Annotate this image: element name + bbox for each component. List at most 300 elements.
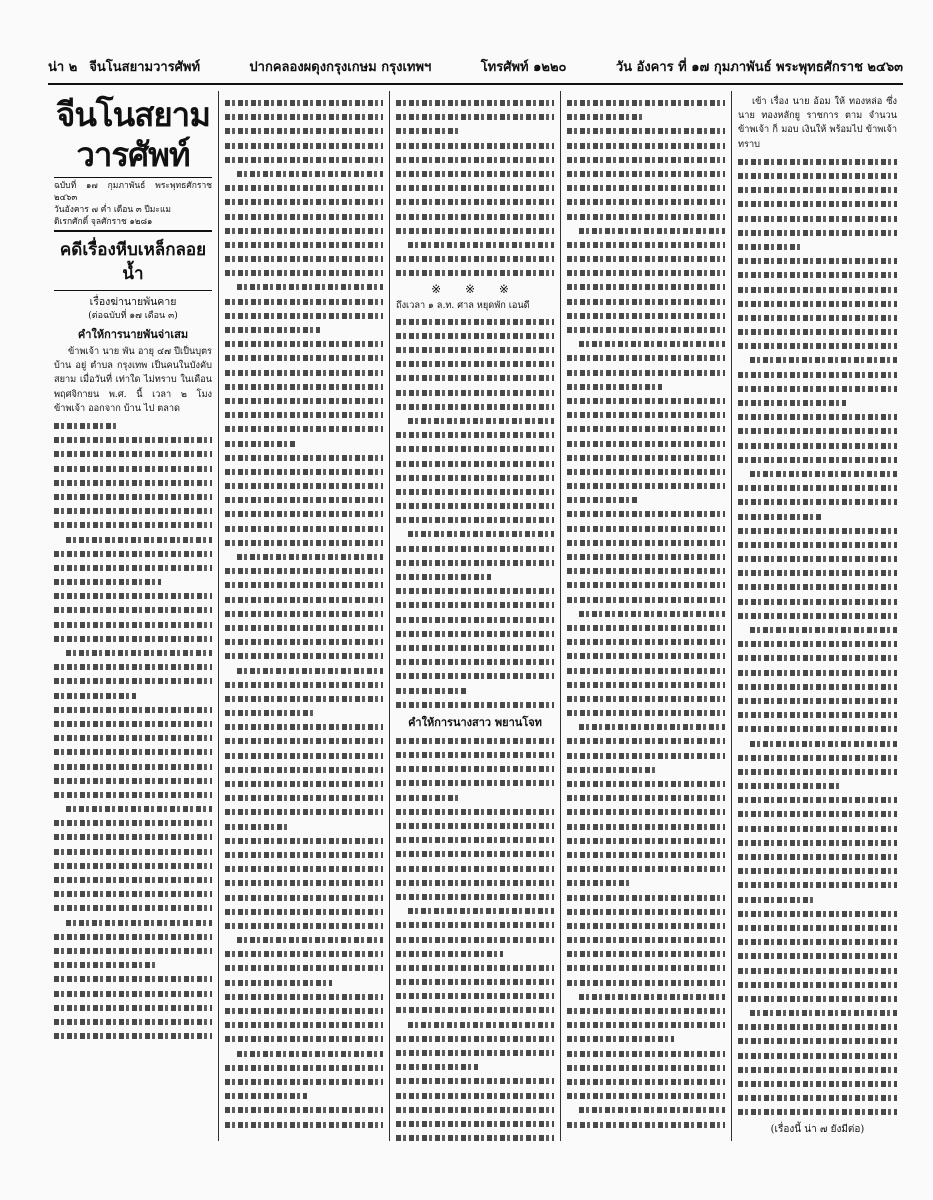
text-line — [567, 138, 725, 152]
text-line — [225, 847, 383, 861]
text-line — [567, 336, 725, 350]
text-line — [54, 971, 212, 985]
text-line — [738, 948, 897, 962]
text-line — [567, 819, 725, 833]
text-line — [54, 546, 212, 560]
text-line — [567, 776, 725, 790]
text-line — [567, 563, 725, 577]
location: ปากคลองผดุงกรุงเกษม กรุงเทพฯ — [249, 59, 432, 75]
text-line — [396, 399, 554, 413]
text-line — [396, 441, 554, 455]
column-4 — [561, 91, 732, 1141]
text-line — [567, 180, 725, 194]
text-line — [567, 663, 725, 677]
text-line — [54, 815, 212, 829]
text-line — [738, 1005, 897, 1019]
text-line — [567, 322, 725, 336]
text-line — [225, 492, 383, 506]
text-line — [567, 407, 725, 421]
text-line — [738, 182, 897, 196]
text-line — [567, 847, 725, 861]
text-line — [396, 903, 554, 917]
text-line — [567, 492, 725, 506]
text-line — [738, 764, 897, 778]
text-line — [567, 1088, 725, 1102]
ornament: ※ ※ ※ — [431, 282, 519, 297]
text-line — [567, 1003, 725, 1017]
text-line — [567, 875, 725, 889]
text-line — [396, 668, 554, 682]
text-line — [396, 314, 554, 328]
text-line — [738, 806, 897, 820]
column-2 — [219, 91, 390, 1141]
text-line — [567, 436, 725, 450]
text-line — [54, 517, 212, 531]
text-line — [54, 929, 212, 943]
text-line — [567, 535, 725, 549]
text-line — [738, 267, 897, 281]
text-line — [225, 663, 383, 677]
text-line — [567, 833, 725, 847]
text-line — [225, 180, 383, 194]
running-head — [48, 55, 903, 85]
text-line — [225, 733, 383, 747]
text-line — [225, 677, 383, 691]
text-line — [225, 138, 383, 152]
text-line — [396, 1088, 554, 1102]
text-line — [738, 594, 897, 608]
text-line — [225, 719, 383, 733]
text-line — [738, 352, 897, 366]
text-line — [738, 636, 897, 650]
text-line — [396, 626, 554, 640]
text-line — [396, 654, 554, 668]
body-text-block — [567, 95, 725, 1131]
text-line — [54, 829, 212, 843]
text-line — [396, 180, 554, 194]
text-line — [396, 484, 554, 498]
text-line — [396, 265, 554, 279]
text-line — [396, 569, 554, 583]
text-line — [396, 804, 554, 818]
text-line — [567, 464, 725, 478]
text-line — [396, 761, 554, 775]
text-line — [225, 279, 383, 293]
text-line — [567, 152, 725, 166]
text-line — [738, 1062, 897, 1076]
text-line — [54, 588, 212, 602]
text-line — [396, 1102, 554, 1116]
text-line — [225, 975, 383, 989]
text-line — [738, 906, 897, 920]
text-line — [396, 733, 554, 747]
text-line — [567, 904, 725, 918]
text-line — [738, 168, 897, 182]
text-line — [738, 154, 897, 168]
text-line — [225, 932, 383, 946]
text-line — [225, 521, 383, 535]
text-line — [738, 963, 897, 977]
body-text-block — [396, 314, 554, 711]
text-line — [567, 592, 725, 606]
text-line — [738, 253, 897, 267]
text-line — [738, 920, 897, 934]
text-line — [567, 1117, 725, 1131]
text-line — [567, 265, 725, 279]
text-line — [738, 877, 897, 891]
text-line — [225, 194, 383, 208]
text-line — [738, 537, 897, 551]
text-line — [396, 138, 554, 152]
text-line — [567, 790, 725, 804]
text-line — [567, 1031, 725, 1045]
text-line — [225, 989, 383, 1003]
text-line — [225, 748, 383, 762]
text-line — [567, 719, 725, 733]
text-line — [738, 736, 897, 750]
text-line — [396, 1073, 554, 1087]
text-line — [396, 960, 554, 974]
text-line — [225, 705, 383, 719]
text-line — [396, 1017, 554, 1031]
body-text-block — [396, 733, 554, 1141]
text-line — [54, 858, 212, 872]
text-line — [396, 328, 554, 342]
text-line — [396, 775, 554, 789]
paper-name: จีนโนสยามวารศัพท์ — [89, 59, 201, 75]
text-line — [54, 560, 212, 574]
text-line — [567, 166, 725, 180]
text-line — [396, 832, 554, 846]
text-line — [225, 166, 383, 180]
text-line — [225, 606, 383, 620]
text-line — [225, 648, 383, 662]
text-line — [225, 365, 383, 379]
text-line — [396, 456, 554, 470]
text-line — [225, 762, 383, 776]
text-line — [225, 946, 383, 960]
text-line — [54, 659, 212, 673]
text-line — [396, 846, 554, 860]
text-line — [225, 223, 383, 237]
text-line — [54, 759, 212, 773]
text-line — [738, 622, 897, 636]
text-line — [54, 475, 212, 489]
text-line — [567, 989, 725, 1003]
text-line — [396, 818, 554, 832]
text-line — [396, 237, 554, 251]
text-line — [567, 634, 725, 648]
text-line — [567, 123, 725, 137]
body-text-block — [738, 154, 897, 1119]
text-line — [396, 526, 554, 540]
article-headline: คดีเรื่องหีบเหล็กลอยน้ำ — [54, 238, 212, 291]
text-line — [225, 1102, 383, 1116]
text-line — [54, 986, 212, 1000]
text-line — [225, 691, 383, 705]
text-line — [225, 634, 383, 648]
text-line — [396, 512, 554, 526]
text-line — [567, 932, 725, 946]
text-line — [396, 889, 554, 903]
text-line — [738, 707, 897, 721]
text-line — [567, 194, 725, 208]
text-line — [225, 861, 383, 875]
text-line — [738, 1076, 897, 1090]
text-line — [396, 1059, 554, 1073]
masthead-info — [54, 178, 212, 232]
text-line — [738, 665, 897, 679]
text-line — [396, 95, 554, 109]
text-line — [396, 974, 554, 988]
text-line — [225, 875, 383, 889]
text-line — [567, 918, 725, 932]
text-line — [567, 762, 725, 776]
text-line — [567, 946, 725, 960]
section-title: คำให้การนายพันจ่าเสม — [77, 328, 189, 341]
text-line — [54, 418, 212, 432]
text-line — [567, 365, 725, 379]
column-3 — [390, 91, 561, 1141]
text-line — [225, 450, 383, 464]
text-line — [225, 1017, 383, 1031]
text-line — [738, 239, 897, 253]
issue-date: วัน อังคาร ที่ ๑๗ กุมภาพันธ์ พระพุทธศักราช ๒๔๖๓ — [615, 59, 903, 75]
text-line — [225, 109, 383, 123]
text-line — [396, 109, 554, 123]
text-line — [225, 960, 383, 974]
text-line — [738, 650, 897, 664]
text-line — [567, 648, 725, 662]
text-line — [225, 918, 383, 932]
text-line — [567, 251, 725, 265]
text-line — [738, 792, 897, 806]
text-line — [567, 294, 725, 308]
text-line — [396, 683, 554, 697]
text-line — [567, 393, 725, 407]
masthead-info-line: ฉบับที่ ๑๗ กุมภาพันธ์ พระพุทธศักราช ๒๔๖๓ — [54, 181, 212, 203]
text-line — [225, 535, 383, 549]
text-line — [54, 574, 212, 588]
text-line — [738, 423, 897, 437]
text-line — [396, 370, 554, 384]
text-line — [225, 1074, 383, 1088]
text-line — [738, 863, 897, 877]
text-line — [738, 367, 897, 381]
text-line — [738, 551, 897, 565]
text-line — [225, 421, 383, 435]
text-line — [225, 1117, 383, 1131]
text-line — [54, 503, 212, 517]
text-line — [567, 975, 725, 989]
text-line — [225, 577, 383, 591]
text-line — [54, 602, 212, 616]
text-line — [738, 395, 897, 409]
text-line — [54, 801, 212, 815]
text-line — [738, 196, 897, 210]
text-line — [567, 478, 725, 492]
text-line — [567, 1074, 725, 1088]
text-line — [225, 890, 383, 904]
text-line — [396, 861, 554, 875]
text-line — [567, 1046, 725, 1060]
body-paragraph: ข้าพเจ้า นาย พัน อายุ ๔๗ ปีเป็นบุตร บ้าน อยู่ ตำบล กรุงเทพ เป็นคนในบังคับสยาม เมื่อวันที่ เท่าใด ไม่ทราบ ในเดือน พฤศจิกายน พ.ศ. นี้ เวลา ๒ โมง ข้าพเจ้า ออกจาก บ้าน ไป ตลาด — [54, 346, 212, 414]
text-line — [738, 579, 897, 593]
text-line — [396, 946, 554, 960]
text-line — [54, 1028, 212, 1042]
text-line — [738, 693, 897, 707]
text-line — [54, 1014, 212, 1028]
text-line — [738, 849, 897, 863]
text-line — [567, 861, 725, 875]
text-line — [396, 790, 554, 804]
text-line — [225, 95, 383, 109]
text-line — [738, 1019, 897, 1033]
text-line — [567, 549, 725, 563]
text-line — [738, 381, 897, 395]
text-line — [738, 211, 897, 225]
masthead-info-line: ดิเรกศักดิ์ จุลศักราช ๑๒๘๑ — [54, 217, 153, 227]
text-line — [567, 691, 725, 705]
text-line — [567, 379, 725, 393]
text-line — [567, 960, 725, 974]
text-line — [54, 688, 212, 702]
text-line — [225, 1003, 383, 1017]
text-line — [225, 237, 383, 251]
text-line — [225, 563, 383, 577]
text-line — [738, 523, 897, 537]
text-line — [396, 612, 554, 626]
body-text-block — [225, 95, 383, 1131]
text-line — [54, 744, 212, 758]
text-line — [396, 498, 554, 512]
text-line — [738, 438, 897, 452]
text-line — [396, 917, 554, 931]
text-line — [54, 716, 212, 730]
text-line — [567, 237, 725, 251]
column-5 — [732, 91, 903, 1141]
text-line — [738, 1090, 897, 1104]
text-line — [54, 432, 212, 446]
text-line — [738, 409, 897, 423]
article-subhead-note: (ต่อฉบับที่ ๑๗ เดือน ๓) — [88, 311, 178, 321]
text-line — [567, 308, 725, 322]
text-line — [225, 819, 383, 833]
text-line — [738, 296, 897, 310]
text-line — [54, 730, 212, 744]
text-line — [567, 521, 725, 535]
text-line — [225, 436, 383, 450]
text-line — [738, 282, 897, 296]
text-line — [396, 988, 554, 1002]
text-line — [396, 697, 554, 711]
text-line — [396, 251, 554, 265]
text-line — [567, 804, 725, 818]
text-line — [396, 470, 554, 484]
text-line — [225, 393, 383, 407]
text-line — [225, 294, 383, 308]
text-line — [54, 617, 212, 631]
text-line — [567, 506, 725, 520]
text-line — [567, 223, 725, 237]
text-line — [738, 494, 897, 508]
text-line — [54, 773, 212, 787]
text-line — [396, 209, 554, 223]
text-line — [567, 279, 725, 293]
text-line — [567, 677, 725, 691]
masthead-title: จีนโนสยามวารศัพท์ — [54, 95, 212, 178]
text-line — [567, 733, 725, 747]
text-line — [225, 549, 383, 563]
text-line — [54, 631, 212, 645]
text-line — [567, 705, 725, 719]
section-title: คำให้การนางสาว พยานโจท — [408, 715, 542, 729]
text-line — [738, 466, 897, 480]
text-line — [738, 310, 897, 324]
text-line — [225, 379, 383, 393]
text-line — [225, 776, 383, 790]
text-line — [396, 597, 554, 611]
text-line — [54, 645, 212, 659]
text-line — [396, 356, 554, 370]
text-line — [396, 194, 554, 208]
text-line — [396, 123, 554, 137]
text-line — [738, 338, 897, 352]
text-line — [54, 900, 212, 914]
text-line — [396, 427, 554, 441]
text-line — [54, 787, 212, 801]
text-line — [225, 620, 383, 634]
text-line — [54, 702, 212, 716]
text-line — [738, 1033, 897, 1047]
text-line — [567, 421, 725, 435]
text-line — [738, 608, 897, 622]
article-subhead: เรื่องฆ่านายพันคาย — [89, 296, 177, 308]
text-line — [567, 450, 725, 464]
text-line — [54, 886, 212, 900]
masthead-info-line: วันอังคาร ๗ ค่ำ เดือน ๓ ปีมะแม — [54, 205, 172, 215]
text-line — [225, 464, 383, 478]
body-text-block — [396, 95, 554, 279]
text-line — [225, 1088, 383, 1102]
text-line — [567, 748, 725, 762]
text-line — [54, 461, 212, 475]
text-line — [738, 721, 897, 735]
text-line — [738, 452, 897, 466]
text-line — [738, 934, 897, 948]
text-line — [54, 872, 212, 886]
text-line — [738, 892, 897, 906]
text-line — [225, 336, 383, 350]
text-line — [396, 541, 554, 555]
text-line — [396, 385, 554, 399]
text-line — [396, 640, 554, 654]
text-line — [396, 223, 554, 237]
text-line — [54, 532, 212, 546]
text-line — [54, 844, 212, 858]
text-line — [396, 1130, 554, 1141]
text-line — [225, 308, 383, 322]
text-line — [54, 489, 212, 503]
text-line — [225, 592, 383, 606]
text-line — [225, 152, 383, 166]
text-line — [567, 620, 725, 634]
text-line — [54, 957, 212, 971]
text-line — [54, 943, 212, 957]
text-line — [738, 679, 897, 693]
text-line — [567, 890, 725, 904]
text-line — [225, 904, 383, 918]
